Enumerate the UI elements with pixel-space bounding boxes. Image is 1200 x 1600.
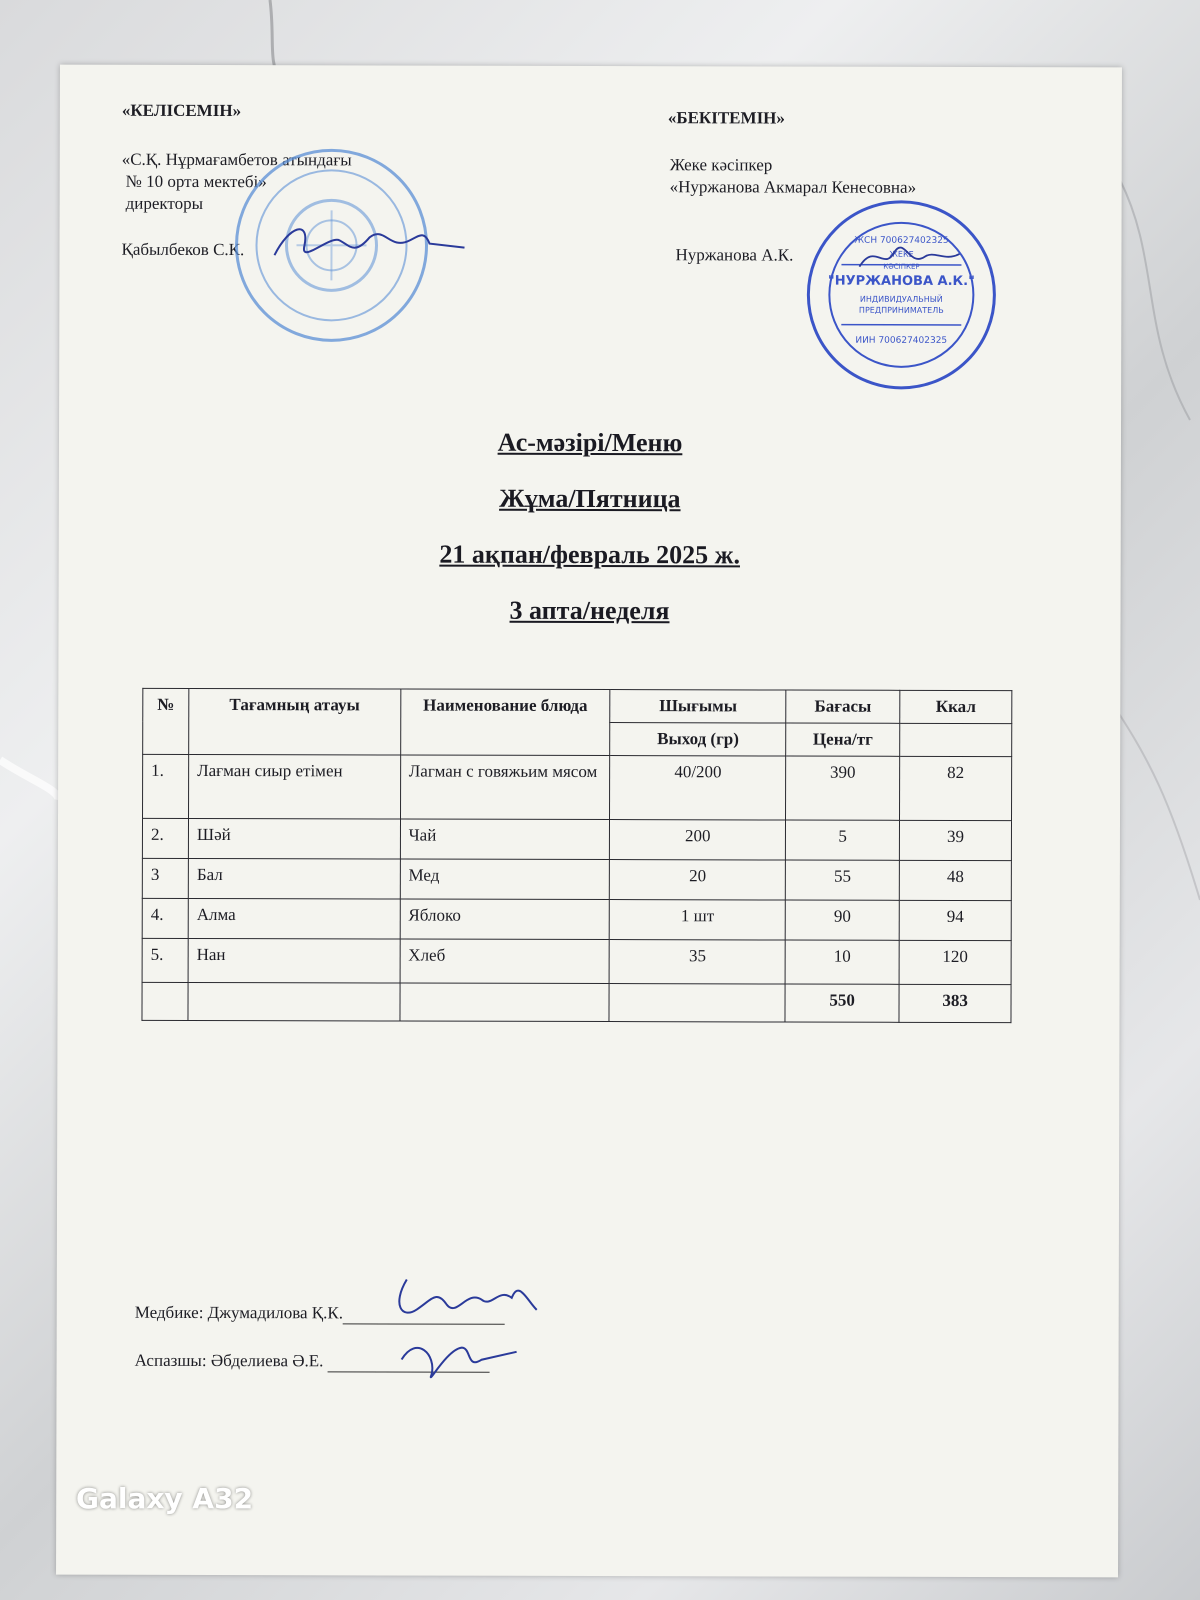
title-day: Жұма/Пятница (499, 483, 681, 514)
stamp-ind-1: ИНДИВИДУАЛЬНЫЙ (859, 294, 943, 304)
header-yield-kz: Шығымы (610, 690, 786, 723)
cell-name-kz: Шәй (188, 818, 400, 859)
header-kcal: Ккал (900, 690, 1012, 723)
stamp-ind-2: ПРЕДПРИНИМАТЕЛЬ (858, 305, 944, 315)
cell-yield: 200 (610, 820, 786, 860)
camera-watermark: Galaxy A32 (76, 1482, 254, 1515)
header-num: № (143, 688, 189, 754)
cell-name-ru: Яблоко (400, 899, 610, 940)
header-name-ru: Наименование блюда (400, 689, 610, 756)
cell-kcal: 82 (900, 756, 1012, 820)
cell-yield: 35 (610, 940, 786, 984)
total-price: 550 (785, 984, 899, 1022)
cell-price: 10 (785, 940, 899, 984)
cell-name-kz: Бал (188, 858, 400, 899)
cell-name-ru: Лагман с говяжьим мясом (400, 755, 610, 820)
cell-num: 3 (142, 858, 188, 898)
table-row (143, 754, 1012, 820)
table-row (142, 938, 1011, 984)
cell-yield: 40/200 (610, 756, 786, 820)
entrepreneur-seal (801, 195, 1002, 396)
nurse-label: Медбике: Джумадилова Қ.К. (134, 1302, 344, 1323)
cell-name-kz: Алма (188, 898, 400, 939)
cell-num: 5. (142, 938, 188, 982)
header-price-kz: Бағасы (786, 690, 900, 723)
cell-price: 5 (786, 820, 900, 860)
cell-num: 2. (142, 818, 188, 858)
header-yield-ru: Выход (гр) (610, 723, 786, 756)
cell-name-kz: Лағман сиыр етімен (188, 754, 400, 819)
cell-name-ru: Мед (400, 859, 610, 900)
cook-label: Аспазшы: Әбделиева Ә.Е. (134, 1350, 324, 1371)
left-line-3: директоры (125, 193, 204, 213)
cell-kcal: 94 (899, 900, 1011, 940)
cell-kcal: 39 (900, 820, 1012, 860)
title-menu: Ас-мәзірі/Меню (497, 427, 683, 458)
table-row (142, 858, 1011, 900)
right-line-1: Жеке кәсіпкер (669, 155, 773, 175)
director-signature (269, 215, 469, 276)
right-heading: «БЕКІТЕМІН» (667, 108, 785, 128)
left-signer: Қабылбеков С.К. (121, 239, 245, 260)
header-name-kz: Тағамның атауы (189, 688, 401, 755)
cell-price: 390 (786, 756, 900, 820)
nurse-signature (387, 1269, 547, 1329)
cell-price: 90 (785, 900, 899, 940)
cell-name-kz: Нан (188, 938, 400, 983)
left-line-2: № 10 орта мектебі» (125, 171, 267, 192)
stamp-iin: ИИН 700627402325 (855, 335, 948, 346)
stamp-small-1: ЖЕКЕ (889, 249, 914, 259)
table-header-row (143, 688, 1012, 723)
cell-yield: 20 (610, 860, 786, 900)
left-line-1: «С.Қ. Нұрмағамбетов атындағы (121, 149, 352, 170)
header-kcal-empty (900, 723, 1012, 756)
cell-yield: 1 шт (610, 900, 786, 940)
stamp-name: "НУРЖАНОВА А.К." (827, 273, 975, 290)
cell-num: 1. (143, 754, 189, 818)
total-empty-4 (609, 984, 785, 1022)
menu-document (56, 65, 1122, 1578)
title-date: 21 ақпан/февраль 2025 ж. (439, 539, 741, 570)
table-total-row (142, 982, 1011, 1022)
cell-kcal: 48 (899, 860, 1011, 900)
cell-kcal: 120 (899, 940, 1011, 984)
cell-price: 55 (786, 860, 900, 900)
left-heading: «КЕЛІСЕМІН» (121, 100, 242, 121)
right-line-2: «Нуржанова Акмарал Кенесовна» (669, 177, 917, 197)
stamp-small-2: КӘСІПКЕР (883, 262, 920, 271)
cell-name-ru: Хлеб (400, 939, 610, 984)
entrepreneur-signature (849, 232, 969, 282)
total-empty-1 (142, 982, 188, 1020)
cook-signature (387, 1329, 527, 1389)
stamp-jsn: ЖСН 700627402325 (854, 235, 949, 246)
table-row (142, 818, 1011, 860)
cell-num: 4. (142, 898, 188, 938)
total-empty-2 (188, 982, 400, 1021)
header-price-ru: Цена/тг (786, 723, 900, 756)
total-kcal: 383 (899, 984, 1011, 1022)
total-empty-3 (400, 983, 610, 1022)
cell-name-ru: Чай (400, 819, 610, 860)
right-signer: Нуржанова А.К. (675, 245, 794, 265)
table-row (142, 898, 1011, 940)
menu-table (141, 688, 1012, 1023)
title-week: 3 апта/неделя (509, 595, 670, 626)
